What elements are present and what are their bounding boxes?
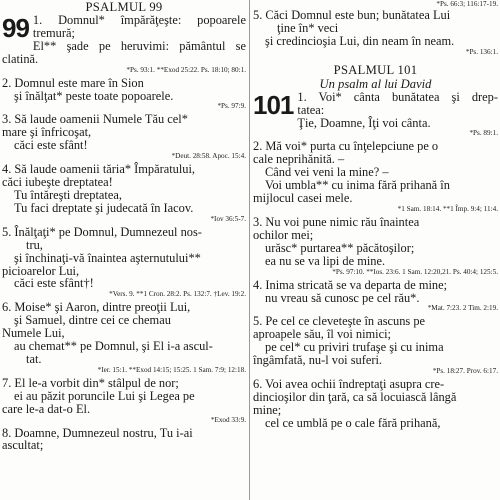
left-column	[2, 0, 246, 500]
text-line: şi credincioşia Lui, din neam în neam.	[265, 33, 455, 48]
column-divider	[249, 0, 250, 500]
text-line: 5. Înălţaţi* pe Domnul, Dumnezeul nos-	[2, 224, 202, 239]
text-line: Ţie, Doamne, Îţi voi cânta.	[297, 115, 431, 130]
text-line: 4. Inima stricată se va departa de mine;	[253, 277, 448, 292]
psalm-99-text	[2, 14, 246, 452]
text-line: clatină.	[2, 51, 39, 66]
text-line: tremură;	[32, 25, 75, 40]
footnote: *Ps. 89:1.	[469, 129, 498, 138]
text-line: îngâmfată, nu-l voi suferi.	[253, 353, 383, 368]
text-line: 4. Să laude oamenii tăria* Împăratului,	[2, 162, 196, 177]
text-line: Când vei veni la mine? –	[265, 165, 389, 180]
text-line: au chemat** pe Domnul, şi El i-a ascul-	[14, 339, 213, 354]
text-line: 3. Nu voi pune nimic rău înaintea	[253, 214, 420, 229]
chapter-number-101: 101	[253, 89, 294, 120]
text-line: 1. Domnul* împărăţeşte: popoarele	[32, 13, 246, 27]
text-line: dincioşilor din ţară, ca să locuiască lângă	[253, 389, 457, 404]
text-line: ţine în* veci	[277, 20, 339, 35]
text-line: şi închinaţi-vă înaintea aşternutului**	[14, 250, 201, 265]
text-line: urăsc* purtarea** păcătoşilor;	[265, 240, 415, 255]
text-line: pe cel* cu priviri trufaşe şi cu inima	[265, 340, 444, 355]
psalm-101-subheading: Un psalm al lui David	[319, 76, 432, 91]
text-line: Numele Lui,	[2, 326, 65, 341]
text-line: picioarelor Lui,	[2, 263, 80, 278]
psalm-101-text	[253, 91, 498, 430]
text-line: tatea:	[297, 102, 325, 117]
top-footnote: *Ps. 66:3; 116:17-19.	[436, 0, 498, 8]
text-line: Voi umbla** cu inima fără prihană în	[265, 178, 450, 193]
text-line: ascultat;	[2, 438, 44, 453]
footnote: *Ps. 93:1. **Exod 25:22. Ps. 18:10; 80:1.	[126, 65, 246, 74]
text-line: 8. Doamne, Dumnezeul nostru, Tu i-ai	[2, 425, 193, 440]
text-line: El** şade pe heruvimi: pământul se	[32, 38, 246, 53]
psalm-99-heading: PSALMUL 99	[85, 0, 163, 14]
text-line: tat.	[26, 351, 42, 366]
footnote: *Ps. 97:9.	[217, 102, 246, 111]
footnote: *Deut. 28:58. Apoc. 15:4.	[171, 152, 246, 161]
footnote: *Ier. 15:1. **Exod 14:15; 15:25. 1 Sam. 7:9; 12:18.	[97, 365, 246, 374]
text-line: cale neprihănită. –	[253, 152, 345, 167]
footnote: *Iov 36:5-7.	[210, 214, 246, 223]
text-line: 2. Domnul este mare în Sion	[2, 75, 144, 90]
chapter-number-99: 99	[2, 13, 29, 43]
text-line: 1. Voi* cânta bunătatea şi drep-	[297, 89, 498, 104]
text-line: ochilor mei;	[253, 227, 314, 242]
footnote: *Ps. 18:27. Prov. 6:17.	[432, 367, 498, 376]
text-line: cel ce umblă pe o cale fără prihană,	[265, 415, 441, 430]
text-line: 7. El le-a vorbit din* stâlpul de nor;	[2, 375, 179, 390]
text-line: Tu întăreşti dreptatea,	[14, 187, 122, 202]
footnote: *Vers. 9. **1 Cron. 28:2. Ps. 132:7. †Lev. 19:2.	[109, 290, 246, 299]
footnote: *Mat. 7:23. 2 Tim. 2:19.	[427, 304, 498, 313]
text-line: căci este sfânt†!	[14, 276, 94, 291]
text-line: tru,	[26, 237, 43, 252]
footnote: *Ps. 136:1.	[465, 47, 498, 56]
text-line: 6. Voi avea ochii îndreptaţi asupra cre-	[253, 377, 445, 392]
text-line: nu vreau să cunosc pe cel rău*.	[265, 290, 420, 305]
text-line: aproapele său, îl voi nimici;	[253, 327, 391, 342]
text-line: 3. Să laude oamenii Numele Tău cel*	[2, 112, 188, 127]
text-line: şi Samuel, dintre cei ce chemau	[14, 313, 171, 328]
text-line: Tu faci dreptate şi judecată în Iacov.	[14, 200, 194, 215]
text-line: mine;	[253, 402, 282, 417]
text-line: căci este sfânt!	[14, 138, 88, 153]
text-line: 6. Moise* şi Aaron, dintre preoţii Lui,	[2, 300, 191, 315]
text-line: 5. Pe cel ce cleveteşte în ascuns pe	[253, 314, 426, 329]
text-line: 5. Căci Domnul este bun; bunătatea Lui	[253, 8, 451, 22]
footnote: *Exod 33:9.	[210, 415, 246, 424]
footnote: *Ps. 97:10. **Ios. 23:6. 1 Sam. 12:20,21. Ps. 40:4; 125:5.	[332, 267, 498, 276]
footnote: *1 Sam. 18:14. **1 Împ. 9:4; 11:4.	[397, 204, 498, 213]
text-line: mijlocul casei mele.	[253, 191, 353, 206]
psalm-100-end-text	[253, 9, 498, 57]
text-line: mare şi înfricoşat,	[2, 125, 92, 140]
text-line: ea nu se va lipi de mine.	[265, 253, 386, 268]
text-line: 2. Mă voi* purta cu înţelepciune pe o	[253, 139, 439, 154]
text-line: căci iubeşte dreptatea!	[2, 175, 113, 190]
right-column	[253, 0, 498, 500]
text-line: ei au păzit poruncile Lui şi Legea pe	[14, 388, 195, 403]
psalm-101-heading: PSALMUL 101	[333, 62, 418, 77]
text-line: care le-a dat-o El.	[2, 401, 91, 416]
text-line: şi înălţat* peste toate popoarele.	[14, 88, 174, 103]
